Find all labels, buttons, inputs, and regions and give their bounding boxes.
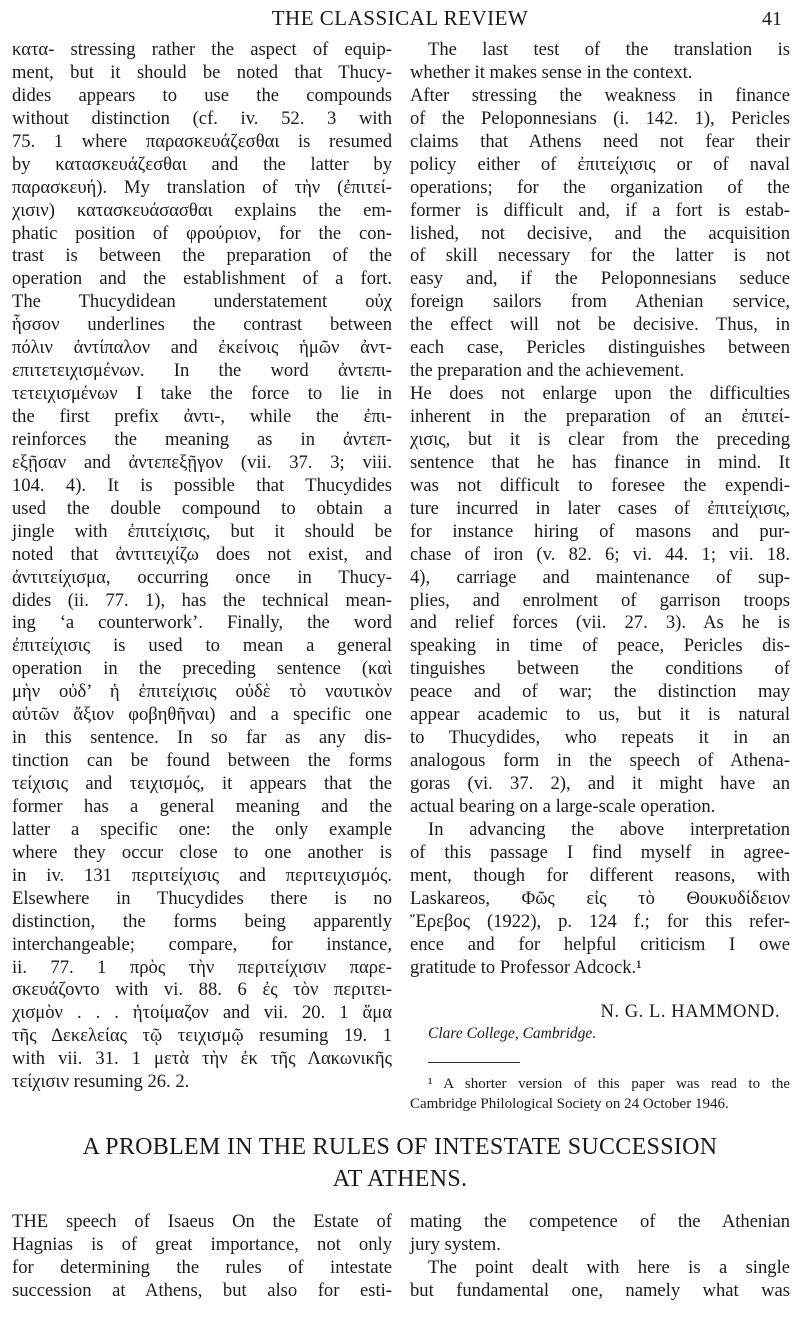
- text-line: αὐτῶν ἄξιον φοβηθῆναι) and a specific one: [12, 704, 392, 726]
- text-line: for instance hiring of masons and pur-: [410, 520, 790, 542]
- text-line: in iv. 131 περιτείχισις and περιτειχισμός.: [12, 864, 392, 886]
- text-line: easy and, if the Peloponnesians seduce: [410, 268, 790, 290]
- text-line: reinforces the meaning as in ἀντεπ-: [12, 428, 392, 450]
- text-line: where they occur close to one another is: [12, 841, 392, 863]
- text-line: operations; for the organization of the: [410, 176, 790, 198]
- text-line: gratitude to Professor Adcock.¹: [410, 956, 642, 978]
- text-line: the effect will not be decisive. Thus, in: [410, 314, 790, 336]
- text-line: Laskareos, Φῶς εἰς τὸ Θουκυδίδειον: [410, 887, 790, 909]
- text-line: claims that Athens need not fear their: [410, 130, 790, 152]
- text-line: peace and of war; the distinction may: [410, 681, 790, 703]
- text-line: ment, though for different reasons, with: [410, 864, 790, 886]
- text-line: The Thucydidean understatement οὐχ: [12, 291, 392, 313]
- text-line: Hagnias is of great importance, not only: [12, 1233, 392, 1255]
- text-line: ii. 77. 1 πρὸς τὴν περιτείχισιν παρε-: [12, 956, 392, 978]
- footnote-line: Cambridge Philological Society on 24 October 1946.: [410, 1096, 729, 1112]
- text-line: dides (ii. 77. 1), has the technical mean-: [12, 589, 392, 611]
- text-line: επιτετειχισμένων. In the word ἀντεπι-: [12, 360, 392, 382]
- left-column: [12, 39, 392, 1094]
- text-line: σκευάζοντο with vi. 88. 6 ἐς τὸν περιτει-: [12, 979, 392, 1001]
- text-line: After stressing the weakness in finance: [410, 84, 790, 106]
- text-line: interchangeable; compare, for instance,: [12, 933, 392, 955]
- text-line: used the double compound to obtain a: [12, 497, 392, 519]
- text-line: in this sentence. In so far as any dis-: [12, 727, 392, 749]
- text-line: 4), carriage and maintenance of sup-: [410, 566, 790, 588]
- text-line: trast is between the preparation of the: [12, 245, 392, 267]
- text-line: of this passage I find myself in agree-: [410, 841, 790, 863]
- text-line: μὴν οὐδ’ ἡ ἐπιτείχισις οὐδὲ τὸ ναυτικὸν: [12, 681, 392, 703]
- text-line: phatic position of φρούριον, for the con-: [12, 222, 392, 244]
- text-line: χισις, but it is clear from the preceding: [410, 428, 790, 450]
- text-line: ence and for helpful criticism I owe: [410, 933, 790, 955]
- text-line: latter a specific one: the only example: [12, 818, 392, 840]
- text-line: ing ‘a counterwork’. Finally, the word: [12, 612, 392, 634]
- text-line: succession at Athens, but also for esti-: [12, 1279, 392, 1301]
- text-line: τείχισιν resuming 26. 2.: [12, 1071, 190, 1093]
- text-line: noted that ἀντιτειχίζω does not exist, and: [12, 543, 392, 565]
- running-header: THE CLASSICAL REVIEW: [271, 6, 529, 30]
- text-line: τῆς Δεκελείας τῷ τειχισμῷ resuming 19. 1: [12, 1025, 392, 1047]
- article-left-column: [12, 1211, 392, 1303]
- author-affiliation: Clare College, Cambridge.: [428, 1025, 597, 1042]
- text-line: jingle with ἐπιτείχισις, but it should be: [12, 520, 392, 542]
- text-line: whether it makes sense in the context.: [410, 61, 693, 83]
- text-line: ἐπιτείχισις is used to mean a general: [12, 635, 392, 657]
- text-line: the preparation and the achievement.: [410, 360, 685, 382]
- text-line: appear academic to us, but it is natural: [410, 704, 790, 726]
- text-line: Elsewhere in Thucydides there is no: [12, 887, 392, 909]
- text-line: τείχισις and τειχισμός, it appears that the: [12, 773, 392, 794]
- text-line: was not difficult to foresee the expendi-: [410, 474, 790, 496]
- text-line: the first prefix ἀντι-, while the ἐπι-: [12, 406, 392, 427]
- text-line: analogous form in the speech of Athena-: [410, 750, 790, 772]
- text-line: παρασκευή). My translation of τὴν (ἐπιτεί-: [12, 176, 392, 198]
- text-line: 75. 1 where παρασκευάζεσθαι is resumed: [12, 130, 392, 152]
- text-line: inherent in the preparation of an ἐπιτεί-: [410, 406, 790, 427]
- text-line: goras (vi. 37. 2), and it might have an: [410, 773, 790, 794]
- footnote-line: ¹ A shorter version of this paper was read to the: [428, 1076, 790, 1092]
- article-title: [0, 1131, 800, 1195]
- text-line: χισμὸν . . . ἡτοίμαζον and vii. 20. 1 ἅμα: [12, 1002, 392, 1024]
- text-line: and relief forces (vii. 27. 3). As he is: [410, 612, 790, 634]
- text-line: each case, Pericles distinguishes between: [410, 337, 790, 359]
- text-line: dides appears to use the compounds: [12, 84, 392, 106]
- text-line: foreign sailors from Athenian service,: [410, 291, 790, 313]
- text-line: He does not enlarge upon the difficulties: [410, 383, 790, 405]
- text-line: with vii. 31. 1 μετὰ τὴν ἐκ τῆς Λακωνικῆς: [12, 1048, 392, 1070]
- text-line: εξῇσαν and ἀντεπεξῇγον (vii. 37. 3; viii.: [12, 451, 392, 473]
- text-line: THE speech of Isaeus On the Estate of: [12, 1211, 392, 1232]
- text-line: tinction can be found between the forms: [12, 750, 392, 772]
- text-line: of skill necessary for the latter is not: [410, 245, 790, 267]
- text-line: lished, not decisive, and the acquisition: [410, 222, 790, 244]
- text-line: χισιν) κατασκευάσασθαι explains the em-: [12, 199, 392, 221]
- text-line: by κατασκευάζεσθαι and the latter by: [12, 153, 392, 175]
- text-line: 104. 4). It is possible that Thucydides: [12, 474, 392, 496]
- text-line: ἧσσον underlines the contrast between: [12, 314, 392, 336]
- text-line: former has a general meaning and the: [12, 795, 392, 817]
- text-line: κατα- stressing rather the aspect of equip-: [12, 39, 392, 60]
- text-line: ment, but it should be noted that Thucy-: [12, 61, 392, 83]
- text-line: former is difficult and, if a fort is estab-: [410, 199, 790, 221]
- text-line: for determining the rules of intestate: [12, 1256, 392, 1278]
- text-line: tinguishes between the conditions of: [410, 658, 790, 680]
- article-right-column: [410, 1211, 790, 1303]
- text-line: The last test of the translation is: [428, 39, 790, 60]
- text-line: actual bearing on a large-scale operation.: [410, 795, 716, 817]
- text-line: sentence that he has finance in mind. It: [410, 451, 790, 473]
- text-line: The point dealt with here is a single: [428, 1256, 790, 1278]
- article-title-line: A PROBLEM IN THE RULES OF INTESTATE SUCCESSION: [82, 1134, 718, 1160]
- text-line: τετειχισμένων I take the force to lie in: [12, 383, 392, 405]
- text-line: mating the competence of the Athenian: [410, 1211, 790, 1232]
- text-line: jury system.: [410, 1233, 501, 1255]
- page-number: 41: [762, 8, 782, 30]
- text-line: operation in the preceding sentence (καὶ: [12, 658, 392, 680]
- text-line: of the Peloponnesians (i. 142. 1), Pericles: [410, 107, 790, 129]
- footnote-rule: [428, 1062, 520, 1063]
- right-column: [410, 39, 790, 979]
- footnote: [410, 1074, 790, 1114]
- text-line: Ἔρεβος (1922), p. 124 f.; for this refer-: [410, 910, 790, 932]
- text-line: πόλιν ἀντίπαλον and ἐκείνοις ἡμῶν ἀντ-: [12, 337, 392, 359]
- text-line: distinction, the forms being apparently: [12, 910, 392, 932]
- text-line: policy either of ἐπιτείχισις or of naval: [410, 153, 790, 175]
- article-title-line: AT ATHENS.: [332, 1166, 468, 1192]
- text-line: ture incurred in later cases of ἐπιτείχισις,: [410, 497, 790, 519]
- author-signature: N. G. L. HAMMOND.: [600, 1001, 780, 1022]
- text-line: speaking in time of peace, Pericles dis-: [410, 635, 790, 657]
- text-line: to Thucydides, who repeats it in an: [410, 727, 790, 749]
- text-line: operation and the establishment of a fort.: [12, 268, 392, 290]
- text-line: but fundamental one, namely what was: [410, 1279, 790, 1301]
- text-line: ἀντιτείχισμα, occurring once in Thucy-: [12, 566, 392, 588]
- text-line: plies, and enrolment of garrison troops: [410, 589, 790, 611]
- text-line: In advancing the above interpretation: [428, 818, 790, 840]
- text-line: chase of iron (v. 82. 6; vi. 44. 1; vii. 18.: [410, 543, 790, 565]
- text-line: without distinction (cf. iv. 52. 3 with: [12, 107, 392, 129]
